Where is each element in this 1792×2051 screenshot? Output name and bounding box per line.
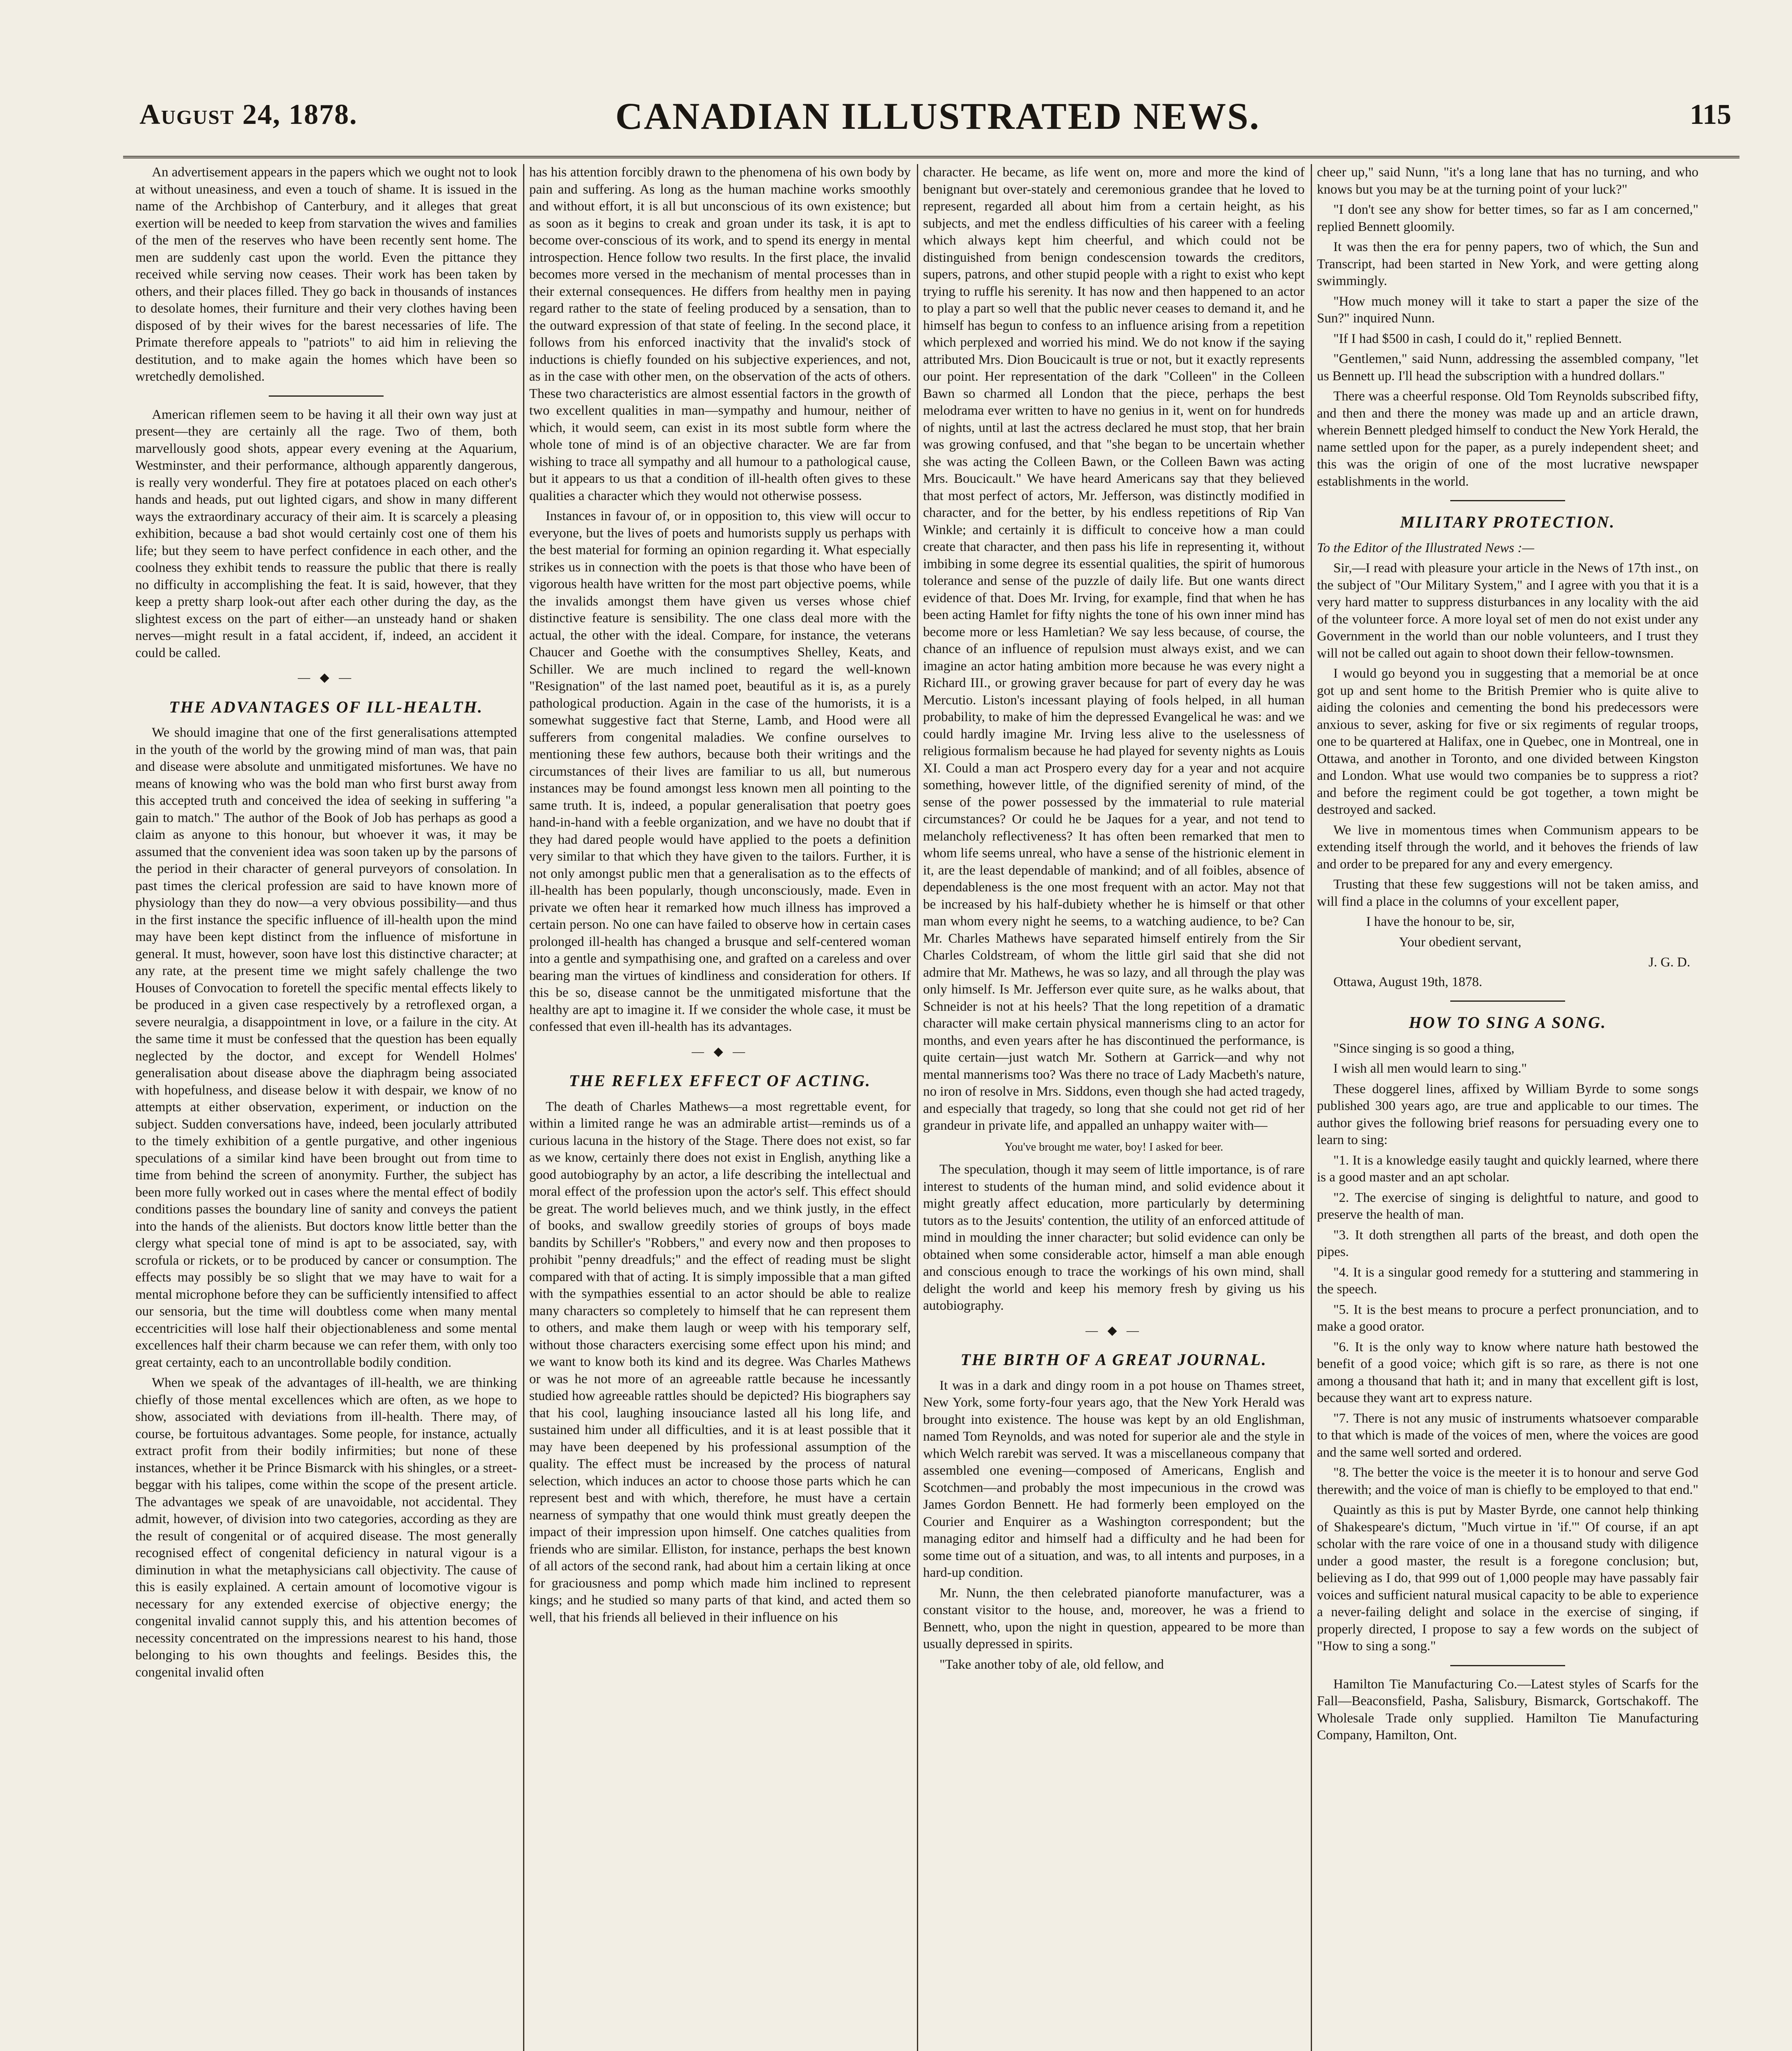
column-rule <box>917 164 918 2051</box>
newspaper-title: CANADIAN ILLUSTRATED NEWS. <box>615 95 1260 137</box>
article-heading: THE ADVANTAGES OF ILL-HEALTH. <box>169 697 483 716</box>
divider <box>1450 1665 1565 1666</box>
article-paragraph: We should imagine that one of the first generalisations attempted in the youth of the world by the growing mind of man was, that pain and disease were absolute and unmitigated misfortunes. We have no means of knowing who was the bold man who first burst away from this accepted truth and conceived the idea of seeking in suffering "a gain to match." The author of the Book of Job has perhaps as good a claim as anyone to this honour, but whoever it was, it may be assumed that the convenient idea was soon taken up by the parsons of the period in their character of general purveyors of consolation. In past times the clerical profession are said to have known more of physiology than they do now—a very obvious possibility—and thus in the first instance the specific influence of ill-health upon the mind may have been kept distinct from the influence of misfortune in general. It must, however, soon have lost this distinctive character; at any rate, at the present time we might safely challenge the two Houses of Convocation to foretell the specific mental effects likely to be produced in a given case respectively by a retroflexed organ, a severe neuralgia, a disappointment in love, or a failure in the city. At the same time it must be confessed that the question has been equally neglected by the doctor, and except for Wendell Holmes' generalisation about disease above the diaphragm being associated with hopefulness, and disease below it with despair, we know of no attempts at either observation, experiment, or induction on the subject. Sudden conversations have, indeed, been jocularly attributed to the timely exhibition of a gentle purgative, and other ingenious speculations of a similar kind have been brought out from time to time from behind the screen of anonymity. Further, the subject has been more fully worked out in cases where the mental effect of bodily conditions passes the boundary line of sanity and conveys the patient into the hands of the alienists. But doctors know little better than the clergy what special tone of mind is apt to be associated, say, with scrofula or rickets, or to be produced by cancer or consumption. The effects may possibly be so slight that we may have to wait for a mental microphone before they can be sufficiently intensified to affect our sensoria, but the time will doubtless come when many mental eccentricities will lose half their objectionableness and some mental excellences half their charm because we can refer them, with only too great certainty, each to an uncontrollable bodily condition. <box>135 725 517 1370</box>
divider <box>1450 1000 1565 1002</box>
article-paragraph: "I don't see any show for better times, so far as I am concerned," replied Bennett gloomily. <box>1317 202 1698 234</box>
column-rule <box>523 164 524 2051</box>
column-rule <box>1311 164 1312 2051</box>
article-paragraph: Mr. Nunn, the then celebrated pianoforte manufacturer, was a constant visitor to the house, and, moreover, he was a friend to Bennett, who, upon the night in question, appeared to be more than usually depressed in spirits. <box>923 1585 1305 1651</box>
column-4 <box>1317 164 1698 2051</box>
reason-item: "7. There is not any music of instruments whatsoever comparable to that which is made of the voices of men, where the voices are good and the same well sorted and ordered. <box>1317 1411 1698 1460</box>
article-paragraph: It was then the era for penny papers, two of which, the Sun and Transcript, had been started in New York, and were getting along swimmingly. <box>1317 240 1698 288</box>
article-paragraph: cheer up," said Nunn, "it's a long lane that has no turning, and who knows but you may be at the turning point of your luck?" <box>1317 165 1698 197</box>
reason-item: "3. It doth strengthen all parts of the breast, and doth open the pipes. <box>1317 1227 1698 1259</box>
article-paragraph: There was a cheerful response. Old Tom Reynolds subscribed fifty, and then and there the money was made up and an article drawn, wherein Bennett pledged himself to conduct the New York Herald, the name settled upon for the paper, as a purely independent sheet; and this was the origin of one of the most lucrative newspaper establishments in the world. <box>1317 389 1698 489</box>
article-paragraph: "Gentlemen," said Nunn, addressing the assembled company, "let us Bennett up. I'll head the subscription with a hundred dollars." <box>1317 352 1698 384</box>
article-paragraph: It was in a dark and dingy room in a pot house on Thames street, New York, some forty-four years ago, that the New York Herald was brought into existence. The house was kept by an old Englishman, named Tom Reynolds, and was noted for superior ale and the style in which Welch rarebit was served. It was a miscellaneous company that assembled one evening—composed of Americans, English and Scotchmen—and probably the most impecunious in the crowd was James Gordon Bennett. He had formerly been employed on the Courier and Enquirer as a Washington correspondent; but the managing editor and himself had a difficulty and he had been for some time out of a situation, and was, to all intents and purposes, in a hard-up condition. <box>923 1378 1305 1580</box>
article-heading: THE BIRTH OF A GREAT JOURNAL. <box>960 1350 1267 1369</box>
article-heading: MILITARY PROTECTION. <box>1400 513 1616 531</box>
page-number: 115 <box>1689 99 1731 130</box>
column-1 <box>135 164 517 2051</box>
article-paragraph: Quaintly as this is put by Master Byrde, one cannot help thinking of Shakespeare's dictum, "Much virtue in 'if.'" Of course, if an apt scholar with the rare voice of one in a thousand study with diligence under a good master, the result is a foregone conclusion; but, believing as I do, that 999 out of 1,000 people may have passably fair voices and sufficient natural musical capacity to be able to experience a never-failing delight and solace in the exercise of singing, if properly directed, I propose to say a few words on the subject of "How to sing a song." <box>1317 1503 1698 1654</box>
letter-signature: J. G. D. <box>1648 955 1690 970</box>
article-paragraph: "Take another toby of ale, old fellow, and <box>939 1657 1164 1672</box>
quote-line: You've brought me water, boy! I asked for beer. <box>1004 1140 1223 1153</box>
column-3 <box>923 164 1305 2051</box>
article-paragraph: "How much money will it take to start a paper the size of the Sun?" inquired Nunn. <box>1317 294 1698 326</box>
article-paragraph: These doggerel lines, affixed by William Byrde to some songs published 300 years ago, are true and applicable to our times. The author gives the following brief reasons for persuading every one to learn to sing: <box>1317 1081 1698 1147</box>
reason-item: "4. It is a singular good remedy for a stuttering and stammering in the speech. <box>1317 1265 1698 1297</box>
article-paragraph: The speculation, though it may seem of little importance, is of rare interest to students of the human mind, and solid evidence about it might greatly affect education, more particularly by determining tutors as to the Jesuits' contention, the utility of an enforced attitude of mind in moulding the inner character; but solid evidence can only be obtained when some considerable actor, himself a man able enough and conscious enough to trace the workings of his own mind, shall delight the world and keep his memory fresh by giving us his autobiography. <box>923 1162 1305 1313</box>
article-heading: HOW TO SING A SONG. <box>1409 1013 1607 1032</box>
letter-paragraph: We live in momentous times when Communism appears to be extending itself through the world, and it behoves the friends of law and order to be prepared for any and every emergency. <box>1317 822 1698 872</box>
article-paragraph: character. He became, as life went on, more and more the kind of benignant but over-stately and ceremonious grandee that he loved to represent, regarded all about him from a certain height, as his subjects, and met the endless difficulties of his career with a feeling which always kept him cheerful, and which could not be distinguished from benign condescension towards the creditors, supers, patrons, and other stupid people with a right to exist who kept trying to ruffle his serenity. It has now and then happened to an actor to play a part so well that the public never ceases to demand it, and he himself has begun to confess to an influence arising from a repetition which perplexed and worried his mind. We do not know if the saying attributed Mrs. Dion Boucicault is true or not, but it exactly represents our point. Her representation of the dark "Colleen" in the Colleen Bawn so charmed all London that the piece, perhaps the best melodrama ever written to have no genius in it, went on for hundreds of nights, until at last the actress declared he must stop, that her brain was growing confused, and that "she began to be uncertain whether she was acting the Colleen Bawn, or the Colleen Bawn was acting Mrs. Boucicault." We have heard Americans say that they believed that most perfect of actors, Mr. Jefferson, was distinctly modified in character, and for the better, by his endless repetitions of Rip Van Winkle; and certainly it is difficult to conceive how a man could create that character, and then pass his life in representing it, without imbibing in some degree its essential qualities, the spirit of humorous tolerance and sense of the puzzle of daily life. But one wants direct evidence of that. Does Mr. Irving, for example, find that when he has been acting Hamlet for fifty nights the tone of his own inner mind has become more or less Hamletian? We say less because, of course, the chance of an influence of repulsion must always exist, and we can imagine an actor hating ambition more because he was every night a Richard III., or growing graver because for part of every day he was Mercutio. Liston's incessant playing of fools helped, in all human probability, to make of him the depressed Evangelical he was: and we could hardly imagine Mr. Irving less alive to the uselessness of religious formalism because he had played for seventy nights as Louis XI. Could a man act Prospero every day for a year and not acquire something, however little, of the dignified serenity of mind, of the sense of the power possessed by the immaterial to rule material circumstances? Or could he be Jaques for a year, and not tend to melancholy reflectiveness? It has often been remarked that men to whom life seems unreal, who have a sense of the histrionic element in it, are the least dependable of mankind; and of all foibles, absence of dependableness is the one most frequent with an actor. May not that be increased by his half-dubiety whether he is himself or that other man whom every night he seems, to a watching audience, to be? Can Mr. Charles Mathews have separated himself entirely from the Sir Charles Coldstream, of whom the little girl said that she did not admire that Mr. Mathews, he was so lazy, and all through the play was only himself. Is Mr. Jefferson ever quite sure, as he walks about, that Schneider is not at his heels? That the long repetition of a dramatic character will make certain physical mannerisms cling to an actor for months, and even years after he has discontinued the performance, is quite certain—just watch Mr. Sothern at Garrick—and why not mental mannerisms too? Was there no trace of Lady Macbeth's nature, no iron of resolve in Mrs. Siddons, even though she had acted tragedy, and especially that tragedy, so long that she could not get rid of her grandeur in private life, and appalled an unhappy waiter with— <box>923 165 1305 1133</box>
masthead <box>123 82 1739 158</box>
column-2 <box>529 164 911 2051</box>
letter-paragraph: Trusting that these few suggestions will not be taken amiss, and will find a place in the columns of your excellent paper, <box>1317 877 1698 909</box>
ornament-divider: — ◆ — <box>297 671 355 684</box>
letter-paragraph: I would go beyond you in suggesting that a memorial be at once got up and sent home to the British Premier who is quite alive to aiding the colonies and cementing the bond his predecessors were anxious to sever, asking for five or six regiments of regular troops, one to be quartered at Halifax, one in Quebec, one in Montreal, one in Ottawa, and another in Toronto, and one divided between Kingston and London. What use would two companies be to suppress a riot? and before the regiment could be got together, a town might be destroyed and sacked. <box>1317 666 1698 817</box>
article-paragraph: An advertisement appears in the papers which we ought not to look at without uneasiness, and even a touch of shame. It is issued in the name of the Archbishop of Canterbury, and it alleges that great exertion will be needed to keep from starvation the wives and families of the men of the reserves who have been recently sent home. The men are suddenly cast upon the world. Even the pittance they received while serving now ceases. Their work has been taken by others, and their places filled. They go back in thousands of instances to desolate homes, their furniture and their very clothes having been disposed of by their wives for the barest necessaries of life. The Primate therefore appeals to "patriots" to aid him in relieving the destitution, and to make again the homes which have been so wretchedly demolished. <box>135 165 517 384</box>
letter-dateline: Ottawa, August 19th, 1878. <box>1333 974 1482 989</box>
ornament-divider: — ◆ — <box>1085 1323 1143 1337</box>
article-paragraph: has his attention forcibly drawn to the phenomena of his own body by pain and suffering. As long as the human machine works smoothly and without effort, it is all but unconscious of its own existence; but as soon as it begins to creak and groan under its task, it is apt to become over-conscious of its work, and to spend its energy in mental introspection. Hence follow two results. In the first place, the invalid becomes more versed in the mechanism of mental processes than in their external consequences. He differs from healthy men in paying regard rather to the state of feeling produced by a sensation, than to the outward expression of that state of feeling. In the second place, it follows from his enforced inactivity that the invalid's stock of inductions is chiefly founded on his subjective experiences, and not, as in the case with other men, on the observation of the acts of others. These two characteristics are almost essential factors in the growth of two excellent qualities in man—sympathy and humour, neither of which, it would seem, can exist in its most subtle form where the whole tone of mind is of an objective character. We are far from wishing to trace all sympathy and all humour to a pathological cause, but it appears to us that a condition of ill-health often gives to these qualities a character which they would not otherwise possess. <box>529 165 911 503</box>
ornament-divider: — ◆ — <box>691 1044 749 1058</box>
verse-line: I wish all men would learn to sing." <box>1333 1061 1527 1076</box>
verse-line: "Since singing is so good a thing, <box>1333 1041 1515 1056</box>
article-paragraph: When we speak of the advantages of ill-health, we are thinking chiefly of those mental excellences which are often, as we hope to show, associated with deviations from ill-health. There may, of course, be fortuitous advantages. Some people, for instance, actually extract profit from their bodily infirmities; but none of these instances, whether it be Prince Bismarck with his shingles, or a street-beggar with his talipes, come within the scope of the present article. The advantages we speak of are unavoidable, not accidental. They admit, however, of division into two categories, according as they are the result of congenital or of acquired disease. The most generally recognised effect of congenital deficiency in natural vigour is a diminution in what the metaphysicians call objectivity. The cause of this is easily explained. A certain amount of locomotive vigour is necessary for any extended exercise of objective energy; the congenital invalid cannot supply this, and his attention becomes of necessity concentrated on the impressions nearest to his hand, those belonging to his own thoughts and feelings. Besides this, the congenital invalid often <box>135 1375 517 1680</box>
article-paragraph: "If I had $500 in cash, I could do it," replied Bennett. <box>1333 331 1622 346</box>
letter-salutation: To the Editor of the Illustrated News :— <box>1317 540 1534 555</box>
reason-item: "5. It is the best means to procure a perfect pronunciation, and to make a good orator. <box>1317 1302 1698 1334</box>
reason-item: "6. It is the only way to know where nature hath bestowed the benefit of a good voice; which gift is so rare, as there is not one among a thousand that hath it; and in many that excellent gift is lost, because they want art to express nature. <box>1317 1339 1698 1405</box>
divider <box>269 395 384 397</box>
article-heading: THE REFLEX EFFECT OF ACTING. <box>569 1071 871 1090</box>
letter-closing: Your obedient servant, <box>1399 934 1522 950</box>
article-paragraph: Instances in favour of, or in opposition to, this view will occur to everyone, but the lives of poets and humorists supply us perhaps with the best material for forming an opinion regarding it. What especially strikes us in connection with the poets is that those who have been of vigorous health have written for the most part objective poems, while the invalids amongst them have given us verses whose chief distinctive feature is sensibility. The one class deal more with the actual, the other with the ideal. Compare, for instance, the veterans Chaucer and Goethe with the consumptives Shelley, Keats, and Schiller. We are much inclined to regard the well-known "Resignation" of the last named poet, beautiful as it is, as a purely pathological production. Again in the case of the humorists, it is a somewhat suggestive fact that Sterne, Lamb, and Hood were all sufferers from congenital maladies. We confine ourselves to mentioning these few authors, because both their writings and the circumstances of their lives are familiar to us all, but numerous instances may be found amongst less known men all pointing to the same truth. It is, indeed, a popular generalisation that poetry goes hand-in-hand with a feeble organization, and we have no doubt that if they had dared people would have applied to the poets a definition very similar to that which they have given to the tailors. Further, it is not only amongst public men that a generalisation as to the effects of ill-health has been popularly, though unconsciously, made. Even in private we often hear it remarked how much illness has improved a certain person. No one can have failed to observe how in certain cases prolonged ill-health has changed a brusque and self-centered woman into a gentle and sympathising one, and grafted on a careless and over bearing man the virtues of kindliness and consideration for others. If this be so, disease cannot be the unmitigated misfortune that the healthy are apt to imagine it. If we consider the whole case, it must be confessed that even ill-health has its advantages. <box>529 509 911 1034</box>
issue-date: August 24, 1878. <box>139 99 358 130</box>
reason-item: "2. The exercise of singing is delightful to nature, and good to preserve the health of man. <box>1317 1190 1698 1222</box>
article-paragraph: American riflemen seem to be having it all their own way just at present—they are certainly all the rage. Two of them, both marvellously good shots, appear every evening at the Aquarium, Westminster, and their performance, although apparently dangerous, is really very wonderful. They fire at potatoes placed on each other's hands and heads, put out lighted cigars, and show in many different ways the extraordinary accuracy of their aim. It is scarcely a pleasing exhibition, because a bad shot would certainly cost one of them his life; but they seem to have perfect confidence in each other, and the coolness they exhibit tends to reassure the public that there is really no difficulty in accomplishing the feat. It is said, however, that they keep a pretty sharp look-out after each other during the day, as the slightest excess on the part of either—an unsteady hand or shaken nerves—might result in a fatal accident, if, indeed, an accident it could be called. <box>135 407 517 660</box>
advertisement: Hamilton Tie Manufacturing Co.—Latest styles of Scarfs for the Fall—Beaconsfield, Pasha, Salisbury, Bismarck, Gortschakoff. The Wholesale Trade only supplied. Hamilton Tie Manufacturing Company, Hamilton, Ont. <box>1317 1676 1698 1743</box>
reason-item: "8. The better the voice is the meeter it is to honour and serve God therewith; and the voice of man is chiefly to be employed to that end." <box>1317 1465 1698 1497</box>
letter-paragraph: Sir,—I read with pleasure your article in the News of 17th inst., on the subject of "Our Military System," and I agree with you that it is a very hard matter to suppress disturbances in any locality with the aid of the volunteer force. A more loyal set of men do not exist under any Government in the world than our noble volunteers, and I trust they will not be called out again to shoot down their fellow-townsmen. <box>1317 561 1698 661</box>
article-paragraph: The death of Charles Mathews—a most regrettable event, for within a limited range he was an admirable artist—reminds us of a curious lacuna in the history of the Stage. There does not exist, so far as we know, certainly there does not exist in English, anything like a good autobiography by an actor, a life describing the intellectual and moral effect of the profession upon the actor's self. This effect should be great. The world believes much, and we think justly, in the effect of books, and swallow greedily stories of groups of boys made bandits by Schiller's "Robbers," and every now and then proposes to prohibit "penny dreadfuls;" and the effect of reading must be slight compared with that of acting. It is simply impossible that a man gifted with the sympathies essential to an actor should be able to realize many characters so completely to himself that he can represent them to others, and make them laugh or weep with his temporary self, without those characters exercising some effect upon his mind; and we want to know both its kind and its degree. Was Charles Mathews or was he not more of an agreeable rattle because he incessantly studied how agreeable rattles should be depicted? His biographers say that his cool, laughing insouciance lasted all his long life, and sustained him under all difficulties, and it is at least possible that it may have been deepened by his professional assumption of the quality. The effect must be increased by the process of natural selection, which induces an actor to choose those parts which he can represent best and with which, therefore, he must have a certain nearness of sympathy that one would think must greatly deepen the impact of their impression upon himself. One catches qualities from friends who are similar. Elliston, for instance, perhaps the best known of all actors of the second rank, had about him a certain liking at once for graciousness and pomp which made him inclined to represent kings; and he studied so many parts of that kind, and acted them so well, that his friends all believed in their influence on his <box>529 1099 911 1625</box>
divider <box>1450 500 1565 501</box>
letter-closing: I have the honour to be, sir, <box>1366 914 1515 929</box>
reason-item: "1. It is a knowledge easily taught and quickly learned, where there is a good master and an apt scholar. <box>1317 1153 1698 1185</box>
